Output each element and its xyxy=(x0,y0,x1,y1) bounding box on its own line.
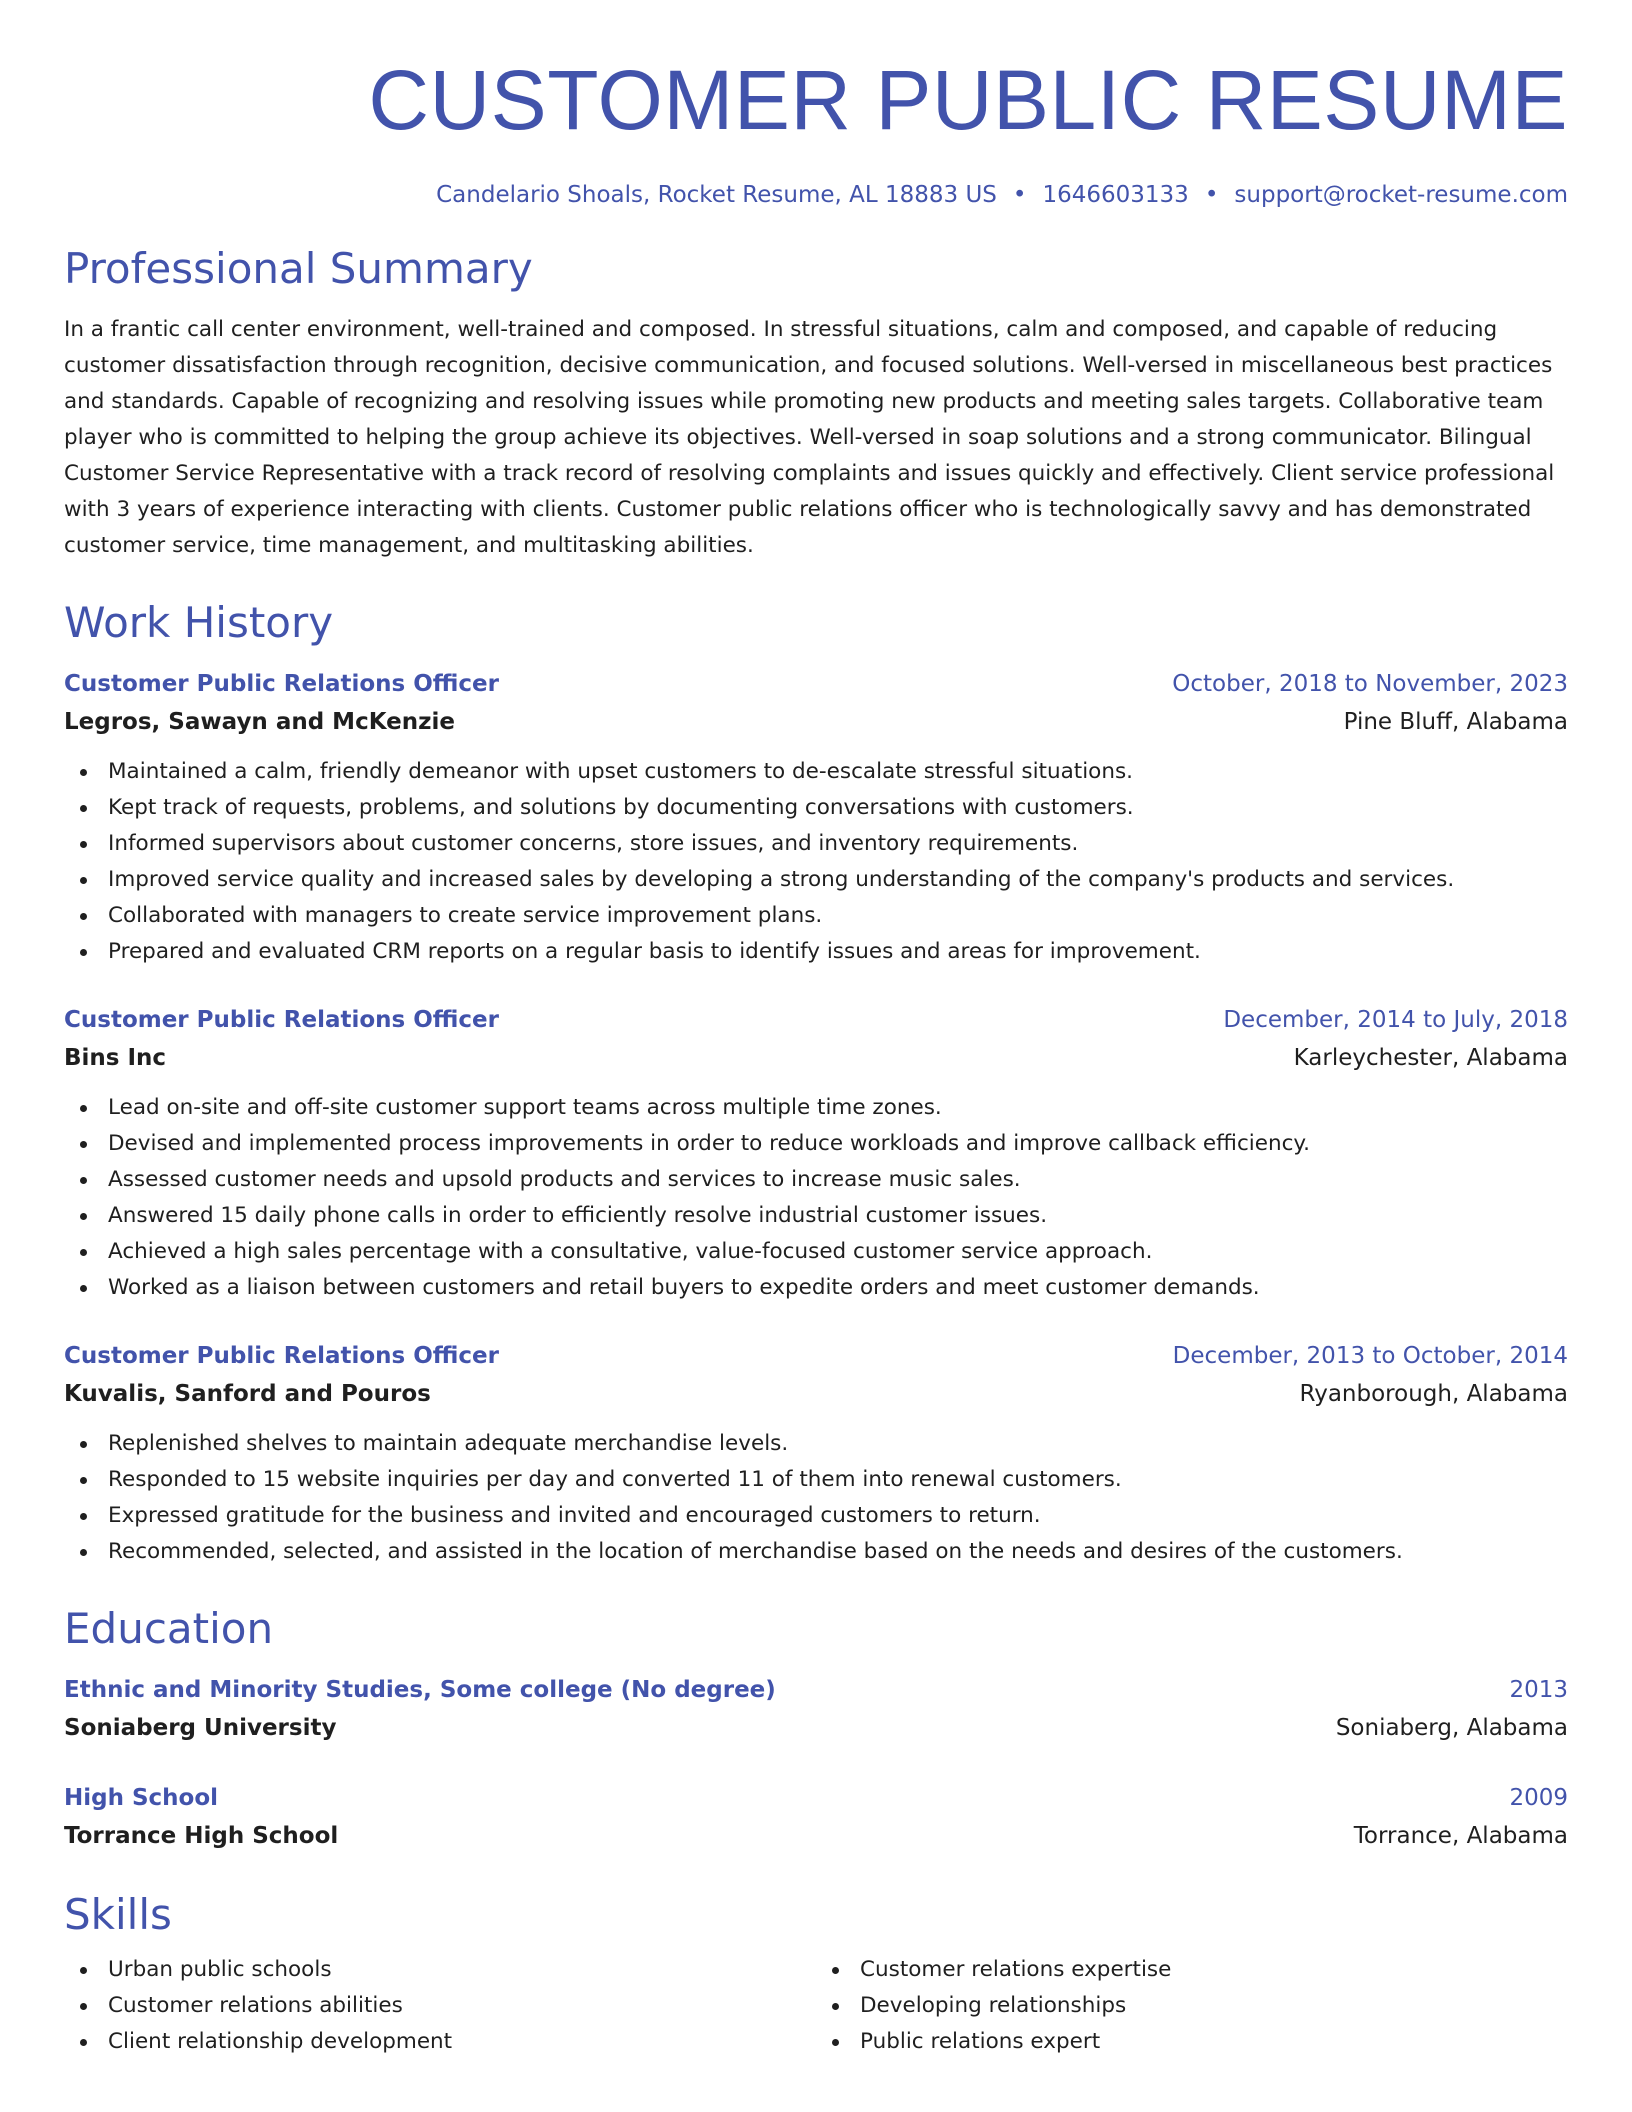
list-item: Responded to 15 website inquiries per day and converted 11 of them into renewal customers. xyxy=(64,1462,1568,1498)
list-item: Answered 15 daily phone calls in order to efficiently resolve industrial customer issues. xyxy=(64,1198,1568,1234)
job-entry xyxy=(64,1002,1568,1306)
resume-header xyxy=(64,0,1568,210)
job-dates: December, 2013 to October, 2014 xyxy=(1172,1343,1568,1369)
list-item: Collaborated with managers to create service improvement plans. xyxy=(64,898,1568,934)
list-item: Prepared and evaluated CRM reports on a regular basis to identify issues and areas for improvement. xyxy=(64,934,1568,970)
section-title-work-history: Work History xyxy=(64,598,334,647)
skill-item: Customer relations expertise xyxy=(816,1952,1568,1988)
job-entry xyxy=(64,666,1568,970)
skills-column-left xyxy=(64,1952,816,2060)
school-location: Torrance, Alabama xyxy=(1353,1823,1568,1849)
education-entry xyxy=(64,1780,1568,1856)
company-name: Kuvalis, Sanford and Pouros xyxy=(64,1381,431,1407)
job-title: Customer Public Relations Officer xyxy=(64,671,500,697)
job-bullets xyxy=(64,754,1568,970)
contact-line xyxy=(64,180,1568,210)
company-name: Bins Inc xyxy=(64,1045,167,1071)
school-location: Soniaberg, Alabama xyxy=(1335,1715,1568,1741)
list-item: Worked as a liaison between customers and retail buyers to expedite orders and meet customer demands. xyxy=(64,1270,1568,1306)
job-entry xyxy=(64,1338,1568,1570)
separator-dot: • xyxy=(1204,182,1219,208)
email-address[interactable]: support@rocket-resume.com xyxy=(1234,182,1568,208)
job-bullets xyxy=(64,1090,1568,1306)
job-bullets xyxy=(64,1426,1568,1570)
degree-name: High School xyxy=(64,1785,219,1811)
section-title-education: Education xyxy=(64,1604,274,1653)
list-item: Assessed customer needs and upsold products and services to increase music sales. xyxy=(64,1162,1568,1198)
job-location: Pine Bluff, Alabama xyxy=(1343,709,1568,735)
summary-text: In a frantic call center environment, well-trained and composed. In stressful situations, calm and composed, and capable of reducing customer dissatisfaction through recognition, decisive communication, and focused solutions. Well-versed in miscellaneous best practices and standards. Capable of recognizing and resolving issues while promoting new products and meeting sales targets. Collaborative team player who is committed to helping the group achieve its objectives. Well-versed in soap solutions and a strong communicator. Bilingual Customer Service Representative with a track record of resolving complaints and issues quickly and effectively. Client service professional with 3 years of experience interacting with clients. Customer public relations officer who is technologically savvy and has demonstrated customer service, time management, and multitasking abilities. xyxy=(64,317,1555,558)
job-dates: December, 2014 to July, 2018 xyxy=(1223,1007,1568,1033)
job-location: Ryanborough, Alabama xyxy=(1299,1381,1568,1407)
skill-item: Public relations expert xyxy=(816,2024,1568,2060)
phone-number: 1646603133 xyxy=(1042,182,1189,208)
school-name: Torrance High School xyxy=(64,1823,339,1849)
section-title-skills: Skills xyxy=(64,1890,172,1939)
list-item: Lead on-site and off-site customer support teams across multiple time zones. xyxy=(64,1090,1568,1126)
job-dates: October, 2018 to November, 2023 xyxy=(1172,671,1568,697)
company-name: Legros, Sawayn and McKenzie xyxy=(64,709,455,735)
skill-item: Urban public schools xyxy=(64,1952,816,1988)
list-item: Replenished shelves to maintain adequate merchandise levels. xyxy=(64,1426,1568,1462)
list-item: Maintained a calm, friendly demeanor with upset customers to de-escalate stressful situations. xyxy=(64,754,1568,790)
list-item: Recommended, selected, and assisted in the location of merchandise based on the needs and desires of the customers. xyxy=(64,1534,1568,1570)
graduation-year: 2013 xyxy=(1509,1677,1568,1703)
skills-grid xyxy=(64,1952,1568,2060)
degree-name: Ethnic and Minority Studies, Some college (No degree) xyxy=(64,1677,776,1703)
list-item: Kept track of requests, problems, and solutions by documenting conversations with customers. xyxy=(64,790,1568,826)
skill-item: Client relationship development xyxy=(64,2024,816,2060)
skills-column-right xyxy=(816,1952,1568,2060)
job-title: Customer Public Relations Officer xyxy=(64,1343,500,1369)
section-title-summary: Professional Summary xyxy=(64,244,533,293)
address: Candelario Shoals, Rocket Resume, AL 18883 US xyxy=(436,182,997,208)
list-item: Devised and implemented process improvements in order to reduce workloads and improve callback efficiency. xyxy=(64,1126,1568,1162)
separator-dot: • xyxy=(1012,182,1027,208)
school-name: Soniaberg University xyxy=(64,1715,337,1741)
job-title: Customer Public Relations Officer xyxy=(64,1007,500,1033)
education-entry xyxy=(64,1672,1568,1748)
candidate-name: CUSTOMER PUBLIC RESUME xyxy=(368,53,1568,147)
graduation-year: 2009 xyxy=(1509,1785,1568,1811)
list-item: Improved service quality and increased sales by developing a strong understanding of the company's products and services. xyxy=(64,862,1568,898)
list-item: Expressed gratitude for the business and invited and encouraged customers to return. xyxy=(64,1498,1568,1534)
list-item: Informed supervisors about customer concerns, store issues, and inventory requirements. xyxy=(64,826,1568,862)
skill-item: Developing relationships xyxy=(816,1988,1568,2024)
job-location: Karleychester, Alabama xyxy=(1293,1045,1568,1071)
list-item: Achieved a high sales percentage with a consultative, value-focused customer service approach. xyxy=(64,1234,1568,1270)
skill-item: Customer relations abilities xyxy=(64,1988,816,2024)
